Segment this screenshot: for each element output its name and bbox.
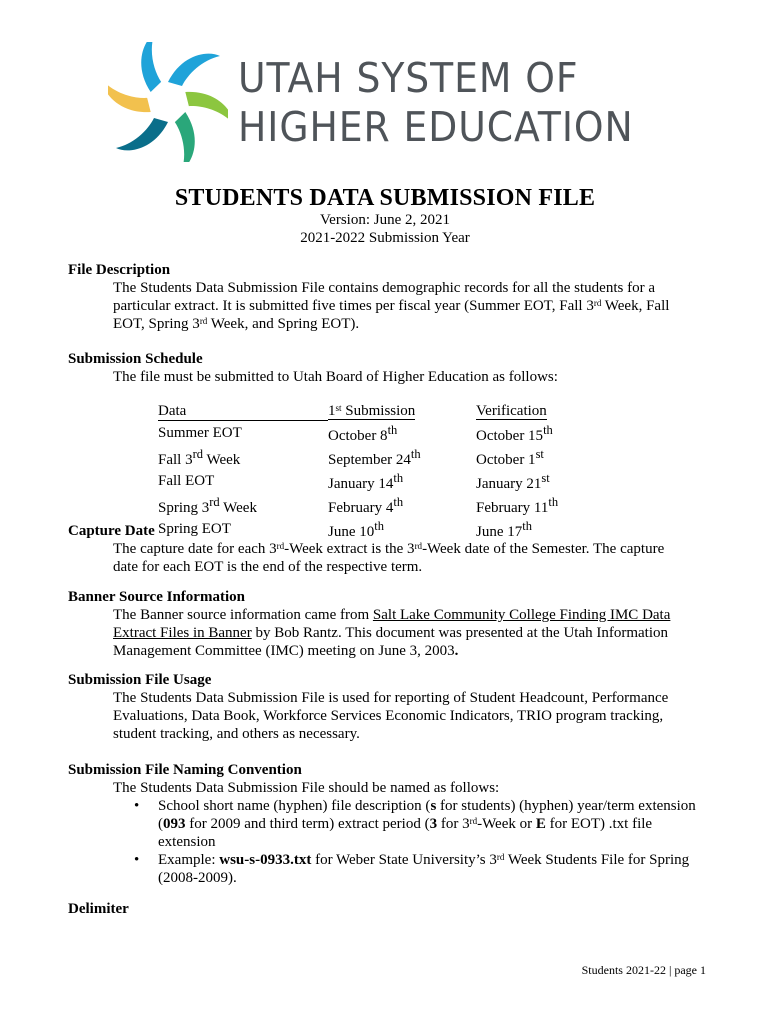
text-run: October 8 [328, 427, 388, 444]
table-row [158, 517, 558, 541]
table-cell [158, 421, 328, 445]
superscript: th [393, 494, 404, 509]
logo-line-2: HIGHER EDUCATION [238, 103, 634, 151]
naming-convention-heading: Submission File Naming Convention [68, 762, 302, 778]
table-cell [158, 493, 328, 517]
superscript: th [387, 422, 398, 437]
text-run: School short name (hyphen) file description ( [158, 798, 431, 814]
text-run: for Weber State University’s 3 [311, 852, 497, 868]
text-run: September 24 [328, 451, 411, 468]
naming-bullet-list [113, 797, 713, 887]
table-cell [476, 421, 558, 445]
text-run: Spring 3 [158, 499, 210, 516]
text-line: The Students Data Submission File is used for reporting of Student Headcount, Performance [113, 690, 669, 706]
schedule-table [158, 402, 558, 541]
text-run: October 1 [476, 451, 536, 468]
text-run: -Week extract is the 3 [284, 541, 415, 557]
superscript: rd [469, 816, 478, 826]
table-header-row [158, 402, 558, 421]
logo-line-1: UTAH SYSTEM OF [238, 54, 579, 102]
table-cell [476, 517, 558, 541]
ushe-logo [108, 42, 668, 162]
text-run: 1 [328, 403, 336, 420]
superscript: st [535, 446, 544, 461]
superscript: rd [496, 852, 505, 862]
text-line [113, 624, 703, 642]
table-cell [328, 469, 476, 493]
bullet-icon: • [134, 798, 140, 814]
list-item [113, 797, 713, 851]
text-run: Management Committee (IMC) meeting on June 3, 2003 [113, 643, 455, 659]
table-cell [476, 493, 558, 517]
text-run: 3 [429, 816, 438, 832]
superscript: rd [192, 446, 204, 461]
text-run: Week [203, 451, 241, 468]
slcc-document-link[interactable]: Salt Lake Community College Finding IMC Data [372, 607, 671, 623]
text-run: Verification [476, 403, 547, 420]
bullet-icon: • [134, 852, 140, 868]
file-description-heading: File Description [68, 262, 171, 278]
table-cell [328, 493, 476, 517]
text-run: January 21 [476, 475, 542, 492]
text-run: -Week date of the Semester. The capture [422, 541, 665, 557]
superscript: th [543, 422, 553, 437]
text-run: Week [219, 499, 257, 516]
text-run: for students) (hyphen) year/term extension [436, 798, 696, 814]
text-line [113, 642, 703, 660]
text-run: . [454, 643, 459, 659]
banner-source-heading: Banner Source Information [68, 589, 245, 605]
text-run: particular extract. It is submitted five times per fiscal year (Summer EOT, Fall 3 [113, 298, 594, 314]
ushe-logo-text [238, 54, 634, 152]
ushe-logo-mark-icon [108, 42, 228, 162]
text-run: wsu-s-0933.txt [219, 852, 312, 868]
text-run: Example: [158, 852, 220, 868]
text-run: Fall EOT [158, 472, 215, 489]
superscript: rd [209, 494, 220, 509]
column-header-verification [476, 402, 558, 421]
text-line [113, 540, 703, 558]
table-cell [328, 421, 476, 445]
schedule-intro: The file must be submitted to Utah Board of Higher Education as follows: [113, 369, 558, 385]
text-run: E [535, 816, 546, 832]
text-line: student tracking, and others as necessary. [113, 726, 360, 742]
text-run: Week Students File for Spring [504, 852, 690, 868]
text-run: February 11 [476, 499, 549, 516]
document-title: STUDENTS DATA SUBMISSION FILE [174, 185, 596, 211]
text-run: extension [158, 834, 216, 850]
capture-date-heading: Capture Date [68, 523, 155, 539]
column-header-submission [328, 402, 476, 421]
superscript: rd [199, 316, 208, 326]
delimiter-heading: Delimiter [68, 901, 129, 917]
file-description-text [113, 279, 703, 333]
capture-date-text [113, 540, 703, 576]
table-row [158, 421, 558, 445]
text-run: Summer EOT [158, 424, 242, 441]
text-run: June 10 [328, 523, 375, 540]
naming-intro: The Students Data Submission File should be named as follows: [113, 780, 500, 796]
text-run: (2008-2009). [158, 870, 237, 886]
text-line [113, 315, 703, 333]
text-run: Week, Fall [601, 298, 670, 314]
text-run: EOT, Spring 3 [113, 316, 200, 332]
text-run: Spring EOT [158, 520, 231, 537]
submission-schedule-heading: Submission Schedule [68, 351, 203, 367]
text-line: date for each EOT is the end of the respective term. [113, 559, 423, 575]
text-run: for 2009 and third term) extract period ( [185, 816, 430, 832]
text-run: Submission [341, 403, 416, 420]
text-run: The Banner source information came from [113, 607, 373, 623]
banner-source-text [113, 606, 703, 660]
text-run: October 15 [476, 427, 544, 444]
text-run: by Bob Rantz. This document was presented at the Utah Information [251, 625, 669, 641]
text-run: Fall 3 [158, 451, 193, 468]
text-line: The Students Data Submission File contains demographic records for all the students for a [113, 280, 655, 296]
text-run: Week, and Spring EOT). [207, 316, 360, 332]
superscript: th [410, 446, 421, 461]
table-cell [158, 445, 328, 469]
table-cell [328, 445, 476, 469]
text-run: ( [158, 816, 163, 832]
superscript: th [522, 518, 532, 533]
text-run: January 14 [328, 475, 394, 492]
file-usage-heading: Submission File Usage [68, 672, 212, 688]
superscript: th [393, 470, 404, 485]
table-cell [158, 469, 328, 493]
text-run: June 17 [476, 523, 523, 540]
table-cell [158, 517, 328, 541]
version-line: Version: June 2, 2021 [320, 212, 450, 228]
table-cell [476, 445, 558, 469]
list-item [113, 851, 713, 887]
table-row [158, 469, 558, 493]
page-footer: Students 2021-22 | page 1 [581, 963, 706, 977]
superscript: rd [276, 541, 285, 551]
text-line [113, 606, 703, 624]
superscript: th [374, 518, 384, 533]
superscript: st [541, 470, 550, 485]
table-cell [328, 517, 476, 541]
table-row [158, 445, 558, 469]
text-run: s [430, 798, 437, 814]
text-line: Evaluations, Data Book, Workforce Services Economic Indicators, TRIO program tracking, [113, 708, 664, 724]
text-run: -Week or [477, 816, 536, 832]
superscript: st [335, 403, 342, 414]
superscript: rd [593, 298, 602, 308]
text-run: for EOT) .txt file [545, 816, 653, 832]
text-line [113, 297, 703, 315]
text-run: The capture date for each 3 [113, 541, 277, 557]
text-run: February 4 [328, 499, 394, 516]
text-run: for 3 [437, 816, 470, 832]
table-cell [476, 469, 558, 493]
superscript: th [548, 494, 559, 509]
text-run: 093 [163, 816, 186, 832]
file-usage-text [113, 689, 703, 743]
superscript: rd [414, 541, 423, 551]
table-row [158, 493, 558, 517]
submission-year-line: 2021-2022 Submission Year [300, 230, 470, 246]
column-header-data: Data [158, 402, 328, 421]
slcc-document-link-cont[interactable]: Extract Files in Banner [113, 625, 252, 641]
